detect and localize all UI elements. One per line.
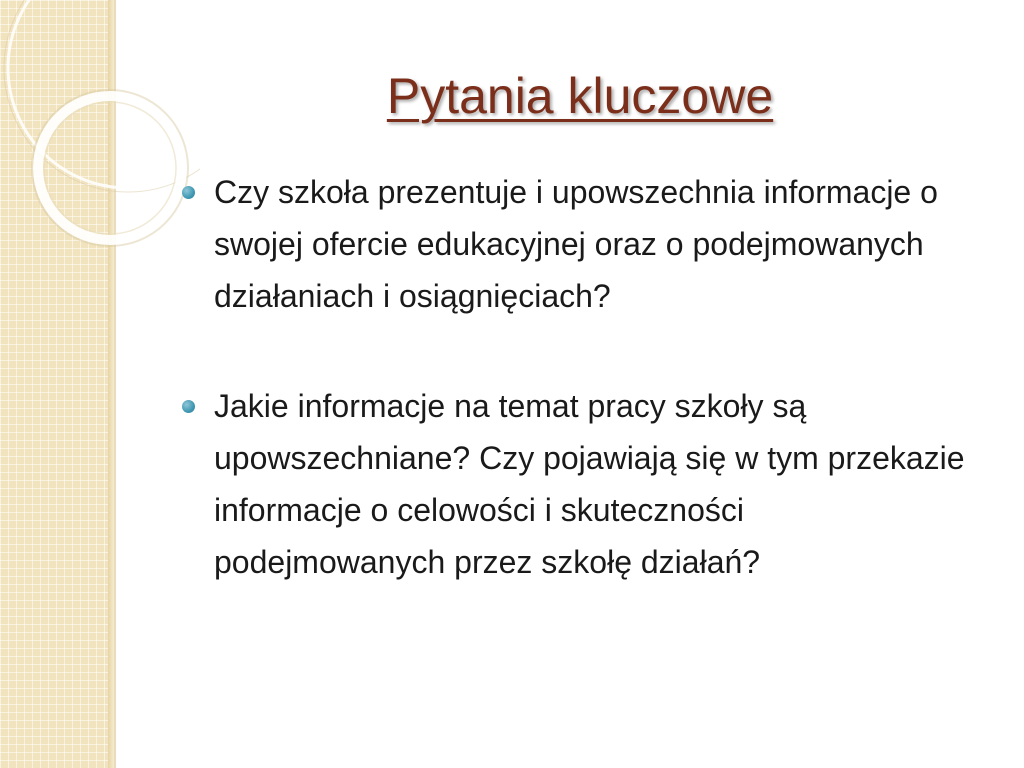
bullet-item [182,166,982,322]
bullet-text: Jakie informacje na temat pracy szkoły są upowszechniane? Czy pojawiają się w tym przekazie informacje o celowości i skuteczności podejmowanych przez szkołę działań? [214,388,965,580]
slide-title: Pytania kluczowe [386,68,774,124]
round-bullet-icon [182,186,195,199]
bullet-text: Czy szkoła prezentuje i upowszechnia informacje o swojej ofercie edukacyjnej oraz o podejmowanych działaniach i osiągnięciach? [214,174,938,314]
round-bullet-icon [182,400,195,413]
decorative-rings-icon [0,0,200,260]
bullet-item [182,380,982,588]
bullet-list [182,166,982,646]
